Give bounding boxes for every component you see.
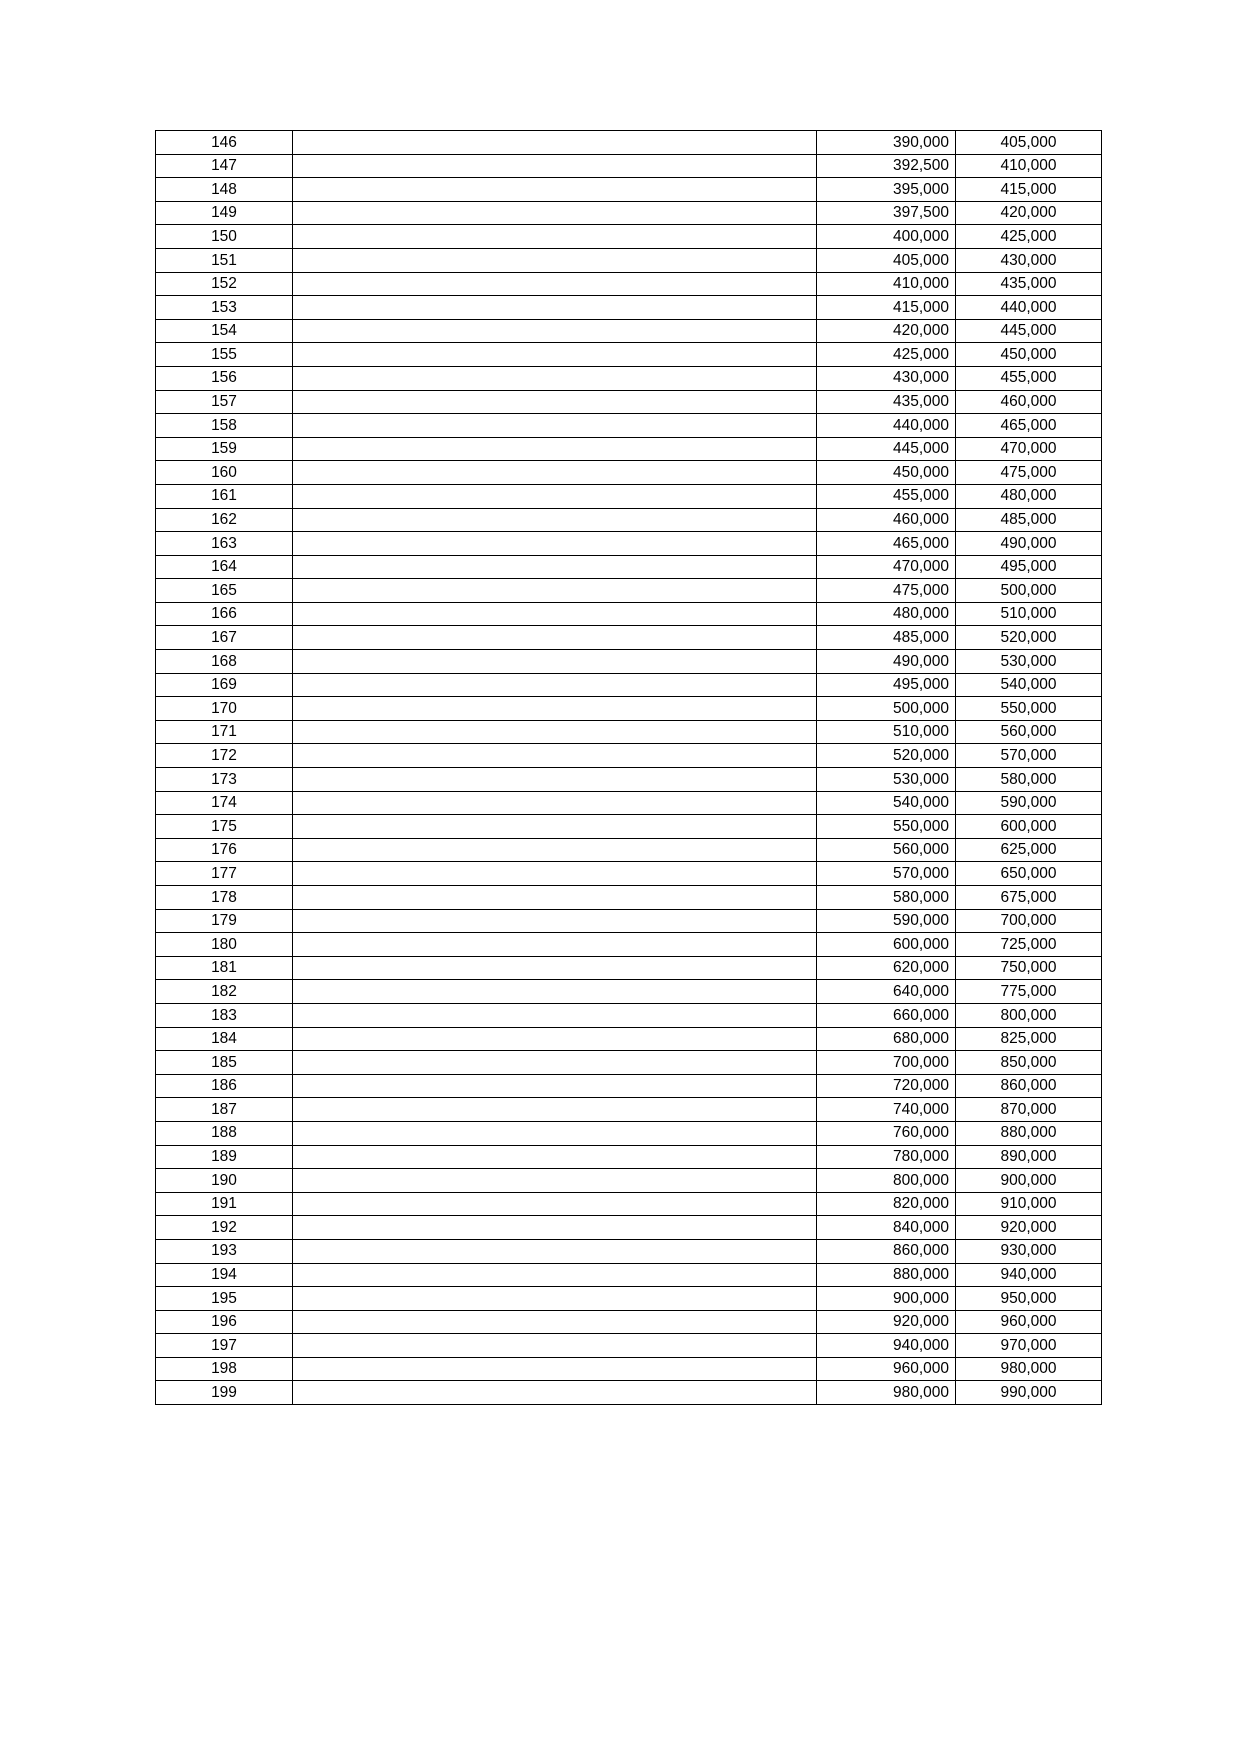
- table-row: [156, 1074, 1102, 1098]
- table-row: [156, 1027, 1102, 1051]
- description-cell: [293, 296, 817, 320]
- description-cell: [293, 414, 817, 438]
- value-secondary-cell: 435,000: [956, 272, 1102, 296]
- table-row: [156, 343, 1102, 367]
- row-index-cell: 183: [156, 1003, 293, 1027]
- value-primary-cell: 820,000: [817, 1192, 956, 1216]
- value-primary-cell: 490,000: [817, 650, 956, 674]
- value-primary-cell: 960,000: [817, 1357, 956, 1381]
- value-secondary-cell: 890,000: [956, 1145, 1102, 1169]
- table-row: [156, 1145, 1102, 1169]
- row-index-cell: 199: [156, 1381, 293, 1405]
- description-cell: [293, 532, 817, 556]
- table-row: [156, 1192, 1102, 1216]
- value-secondary-cell: 920,000: [956, 1216, 1102, 1240]
- value-primary-cell: 600,000: [817, 933, 956, 957]
- value-primary-cell: 580,000: [817, 886, 956, 910]
- table-row: [156, 650, 1102, 674]
- description-cell: [293, 1357, 817, 1381]
- description-cell: [293, 720, 817, 744]
- value-secondary-cell: 600,000: [956, 815, 1102, 839]
- description-cell: [293, 791, 817, 815]
- value-secondary-cell: 440,000: [956, 296, 1102, 320]
- value-primary-cell: 440,000: [817, 414, 956, 438]
- value-primary-cell: 430,000: [817, 366, 956, 390]
- value-secondary-cell: 540,000: [956, 673, 1102, 697]
- table-row: [156, 956, 1102, 980]
- description-cell: [293, 178, 817, 202]
- value-secondary-cell: 500,000: [956, 579, 1102, 603]
- value-primary-cell: 392,500: [817, 154, 956, 178]
- description-cell: [293, 815, 817, 839]
- row-index-cell: 176: [156, 838, 293, 862]
- row-index-cell: 160: [156, 461, 293, 485]
- value-primary-cell: 465,000: [817, 532, 956, 556]
- value-primary-cell: 640,000: [817, 980, 956, 1004]
- description-cell: [293, 579, 817, 603]
- value-primary-cell: 550,000: [817, 815, 956, 839]
- value-primary-cell: 680,000: [817, 1027, 956, 1051]
- value-secondary-cell: 430,000: [956, 248, 1102, 272]
- table-row: [156, 602, 1102, 626]
- description-cell: [293, 1051, 817, 1075]
- value-secondary-cell: 570,000: [956, 744, 1102, 768]
- value-secondary-cell: 960,000: [956, 1310, 1102, 1334]
- value-secondary-cell: 750,000: [956, 956, 1102, 980]
- value-primary-cell: 470,000: [817, 555, 956, 579]
- row-index-cell: 197: [156, 1334, 293, 1358]
- table-row: [156, 1098, 1102, 1122]
- value-secondary-cell: 930,000: [956, 1239, 1102, 1263]
- description-cell: [293, 1169, 817, 1193]
- description-cell: [293, 248, 817, 272]
- row-index-cell: 175: [156, 815, 293, 839]
- value-secondary-cell: 590,000: [956, 791, 1102, 815]
- table-row: [156, 225, 1102, 249]
- row-index-cell: 173: [156, 768, 293, 792]
- row-index-cell: 156: [156, 366, 293, 390]
- description-cell: [293, 343, 817, 367]
- row-index-cell: 155: [156, 343, 293, 367]
- table-row: [156, 319, 1102, 343]
- value-primary-cell: 900,000: [817, 1287, 956, 1311]
- description-cell: [293, 131, 817, 155]
- value-primary-cell: 800,000: [817, 1169, 956, 1193]
- description-cell: [293, 484, 817, 508]
- table-row: [156, 461, 1102, 485]
- value-secondary-cell: 460,000: [956, 390, 1102, 414]
- row-index-cell: 178: [156, 886, 293, 910]
- value-secondary-cell: 940,000: [956, 1263, 1102, 1287]
- description-cell: [293, 933, 817, 957]
- value-primary-cell: 980,000: [817, 1381, 956, 1405]
- value-secondary-cell: 495,000: [956, 555, 1102, 579]
- description-cell: [293, 1003, 817, 1027]
- table-row: [156, 1239, 1102, 1263]
- row-index-cell: 149: [156, 201, 293, 225]
- value-primary-cell: 880,000: [817, 1263, 956, 1287]
- description-cell: [293, 980, 817, 1004]
- description-cell: [293, 744, 817, 768]
- value-primary-cell: 760,000: [817, 1121, 956, 1145]
- row-index-cell: 171: [156, 720, 293, 744]
- value-primary-cell: 620,000: [817, 956, 956, 980]
- value-primary-cell: 860,000: [817, 1239, 956, 1263]
- description-cell: [293, 390, 817, 414]
- value-primary-cell: 720,000: [817, 1074, 956, 1098]
- value-primary-cell: 445,000: [817, 437, 956, 461]
- value-secondary-cell: 950,000: [956, 1287, 1102, 1311]
- value-secondary-cell: 775,000: [956, 980, 1102, 1004]
- table-row: [156, 909, 1102, 933]
- table-row: [156, 1357, 1102, 1381]
- table-row: [156, 272, 1102, 296]
- row-index-cell: 192: [156, 1216, 293, 1240]
- value-primary-cell: 840,000: [817, 1216, 956, 1240]
- table-container: [155, 130, 1101, 1405]
- value-secondary-cell: 850,000: [956, 1051, 1102, 1075]
- table-body: [156, 131, 1102, 1405]
- value-primary-cell: 450,000: [817, 461, 956, 485]
- table-row: [156, 838, 1102, 862]
- row-index-cell: 191: [156, 1192, 293, 1216]
- value-secondary-cell: 580,000: [956, 768, 1102, 792]
- value-primary-cell: 415,000: [817, 296, 956, 320]
- value-secondary-cell: 825,000: [956, 1027, 1102, 1051]
- description-cell: [293, 1098, 817, 1122]
- table-row: [156, 720, 1102, 744]
- value-secondary-cell: 550,000: [956, 697, 1102, 721]
- description-cell: [293, 555, 817, 579]
- row-index-cell: 187: [156, 1098, 293, 1122]
- row-index-cell: 162: [156, 508, 293, 532]
- value-secondary-cell: 900,000: [956, 1169, 1102, 1193]
- row-index-cell: 189: [156, 1145, 293, 1169]
- description-cell: [293, 650, 817, 674]
- table-row: [156, 933, 1102, 957]
- table-row: [156, 1121, 1102, 1145]
- description-cell: [293, 673, 817, 697]
- value-secondary-cell: 650,000: [956, 862, 1102, 886]
- value-secondary-cell: 970,000: [956, 1334, 1102, 1358]
- row-index-cell: 170: [156, 697, 293, 721]
- value-primary-cell: 455,000: [817, 484, 956, 508]
- table-row: [156, 1287, 1102, 1311]
- value-primary-cell: 390,000: [817, 131, 956, 155]
- row-index-cell: 188: [156, 1121, 293, 1145]
- value-primary-cell: 397,500: [817, 201, 956, 225]
- table-row: [156, 1334, 1102, 1358]
- value-secondary-cell: 625,000: [956, 838, 1102, 862]
- table-row: [156, 791, 1102, 815]
- row-index-cell: 166: [156, 602, 293, 626]
- description-cell: [293, 1310, 817, 1334]
- value-primary-cell: 485,000: [817, 626, 956, 650]
- table-row: [156, 414, 1102, 438]
- row-index-cell: 159: [156, 437, 293, 461]
- row-index-cell: 174: [156, 791, 293, 815]
- description-cell: [293, 697, 817, 721]
- value-primary-cell: 500,000: [817, 697, 956, 721]
- table-row: [156, 1003, 1102, 1027]
- row-index-cell: 165: [156, 579, 293, 603]
- description-cell: [293, 1287, 817, 1311]
- row-index-cell: 182: [156, 980, 293, 1004]
- value-primary-cell: 700,000: [817, 1051, 956, 1075]
- table-row: [156, 131, 1102, 155]
- value-primary-cell: 425,000: [817, 343, 956, 367]
- row-index-cell: 193: [156, 1239, 293, 1263]
- table-row: [156, 1310, 1102, 1334]
- row-index-cell: 184: [156, 1027, 293, 1051]
- table-row: [156, 862, 1102, 886]
- row-index-cell: 186: [156, 1074, 293, 1098]
- description-cell: [293, 602, 817, 626]
- value-primary-cell: 410,000: [817, 272, 956, 296]
- row-index-cell: 150: [156, 225, 293, 249]
- row-index-cell: 198: [156, 1357, 293, 1381]
- table-row: [156, 484, 1102, 508]
- value-primary-cell: 510,000: [817, 720, 956, 744]
- value-secondary-cell: 455,000: [956, 366, 1102, 390]
- table-row: [156, 768, 1102, 792]
- value-secondary-cell: 870,000: [956, 1098, 1102, 1122]
- value-secondary-cell: 700,000: [956, 909, 1102, 933]
- table-row: [156, 579, 1102, 603]
- value-secondary-cell: 485,000: [956, 508, 1102, 532]
- table-row: [156, 1169, 1102, 1193]
- description-cell: [293, 1027, 817, 1051]
- description-cell: [293, 626, 817, 650]
- row-index-cell: 146: [156, 131, 293, 155]
- table-row: [156, 815, 1102, 839]
- description-cell: [293, 201, 817, 225]
- table-row: [156, 555, 1102, 579]
- value-secondary-cell: 860,000: [956, 1074, 1102, 1098]
- row-index-cell: 194: [156, 1263, 293, 1287]
- row-index-cell: 157: [156, 390, 293, 414]
- description-cell: [293, 1334, 817, 1358]
- table-row: [156, 697, 1102, 721]
- description-cell: [293, 1192, 817, 1216]
- description-cell: [293, 1121, 817, 1145]
- table-row: [156, 673, 1102, 697]
- table-row: [156, 886, 1102, 910]
- table-row: [156, 154, 1102, 178]
- table-row: [156, 508, 1102, 532]
- value-primary-cell: 560,000: [817, 838, 956, 862]
- description-cell: [293, 319, 817, 343]
- value-primary-cell: 495,000: [817, 673, 956, 697]
- value-secondary-cell: 910,000: [956, 1192, 1102, 1216]
- value-primary-cell: 420,000: [817, 319, 956, 343]
- value-secondary-cell: 980,000: [956, 1357, 1102, 1381]
- value-primary-cell: 780,000: [817, 1145, 956, 1169]
- row-index-cell: 154: [156, 319, 293, 343]
- value-secondary-cell: 420,000: [956, 201, 1102, 225]
- value-secondary-cell: 560,000: [956, 720, 1102, 744]
- value-primary-cell: 530,000: [817, 768, 956, 792]
- value-primary-cell: 435,000: [817, 390, 956, 414]
- description-cell: [293, 437, 817, 461]
- value-secondary-cell: 475,000: [956, 461, 1102, 485]
- row-index-cell: 196: [156, 1310, 293, 1334]
- row-index-cell: 153: [156, 296, 293, 320]
- value-secondary-cell: 880,000: [956, 1121, 1102, 1145]
- row-index-cell: 195: [156, 1287, 293, 1311]
- value-primary-cell: 520,000: [817, 744, 956, 768]
- value-primary-cell: 540,000: [817, 791, 956, 815]
- value-secondary-cell: 520,000: [956, 626, 1102, 650]
- description-cell: [293, 1074, 817, 1098]
- value-secondary-cell: 465,000: [956, 414, 1102, 438]
- row-index-cell: 158: [156, 414, 293, 438]
- description-cell: [293, 886, 817, 910]
- row-index-cell: 147: [156, 154, 293, 178]
- description-cell: [293, 838, 817, 862]
- table-row: [156, 626, 1102, 650]
- table-row: [156, 437, 1102, 461]
- value-secondary-cell: 425,000: [956, 225, 1102, 249]
- description-cell: [293, 225, 817, 249]
- value-primary-cell: 570,000: [817, 862, 956, 886]
- value-primary-cell: 590,000: [817, 909, 956, 933]
- value-secondary-cell: 490,000: [956, 532, 1102, 556]
- value-secondary-cell: 530,000: [956, 650, 1102, 674]
- value-secondary-cell: 510,000: [956, 602, 1102, 626]
- row-index-cell: 177: [156, 862, 293, 886]
- table-row: [156, 980, 1102, 1004]
- row-index-cell: 190: [156, 1169, 293, 1193]
- row-index-cell: 168: [156, 650, 293, 674]
- description-cell: [293, 461, 817, 485]
- table-row: [156, 390, 1102, 414]
- value-secondary-cell: 480,000: [956, 484, 1102, 508]
- row-index-cell: 185: [156, 1051, 293, 1075]
- row-index-cell: 167: [156, 626, 293, 650]
- description-cell: [293, 862, 817, 886]
- row-index-cell: 179: [156, 909, 293, 933]
- description-cell: [293, 508, 817, 532]
- value-primary-cell: 480,000: [817, 602, 956, 626]
- rate-schedule-table: [155, 130, 1102, 1405]
- table-row: [156, 201, 1102, 225]
- value-secondary-cell: 470,000: [956, 437, 1102, 461]
- table-row: [156, 296, 1102, 320]
- row-index-cell: 163: [156, 532, 293, 556]
- table-row: [156, 532, 1102, 556]
- row-index-cell: 181: [156, 956, 293, 980]
- value-primary-cell: 475,000: [817, 579, 956, 603]
- description-cell: [293, 1381, 817, 1405]
- row-index-cell: 169: [156, 673, 293, 697]
- table-row: [156, 1263, 1102, 1287]
- value-secondary-cell: 800,000: [956, 1003, 1102, 1027]
- value-secondary-cell: 725,000: [956, 933, 1102, 957]
- row-index-cell: 152: [156, 272, 293, 296]
- row-index-cell: 148: [156, 178, 293, 202]
- description-cell: [293, 956, 817, 980]
- value-secondary-cell: 450,000: [956, 343, 1102, 367]
- description-cell: [293, 909, 817, 933]
- description-cell: [293, 154, 817, 178]
- description-cell: [293, 272, 817, 296]
- table-row: [156, 1381, 1102, 1405]
- description-cell: [293, 768, 817, 792]
- value-primary-cell: 405,000: [817, 248, 956, 272]
- value-secondary-cell: 990,000: [956, 1381, 1102, 1405]
- value-secondary-cell: 675,000: [956, 886, 1102, 910]
- value-primary-cell: 660,000: [817, 1003, 956, 1027]
- value-primary-cell: 460,000: [817, 508, 956, 532]
- value-secondary-cell: 405,000: [956, 131, 1102, 155]
- value-primary-cell: 740,000: [817, 1098, 956, 1122]
- table-row: [156, 1051, 1102, 1075]
- value-secondary-cell: 445,000: [956, 319, 1102, 343]
- table-row: [156, 1216, 1102, 1240]
- row-index-cell: 151: [156, 248, 293, 272]
- table-row: [156, 178, 1102, 202]
- value-primary-cell: 920,000: [817, 1310, 956, 1334]
- value-secondary-cell: 415,000: [956, 178, 1102, 202]
- description-cell: [293, 1145, 817, 1169]
- value-primary-cell: 395,000: [817, 178, 956, 202]
- table-row: [156, 744, 1102, 768]
- row-index-cell: 164: [156, 555, 293, 579]
- table-row: [156, 248, 1102, 272]
- value-primary-cell: 400,000: [817, 225, 956, 249]
- row-index-cell: 172: [156, 744, 293, 768]
- row-index-cell: 161: [156, 484, 293, 508]
- description-cell: [293, 1263, 817, 1287]
- description-cell: [293, 1216, 817, 1240]
- row-index-cell: 180: [156, 933, 293, 957]
- table-row: [156, 366, 1102, 390]
- value-primary-cell: 940,000: [817, 1334, 956, 1358]
- description-cell: [293, 366, 817, 390]
- value-secondary-cell: 410,000: [956, 154, 1102, 178]
- description-cell: [293, 1239, 817, 1263]
